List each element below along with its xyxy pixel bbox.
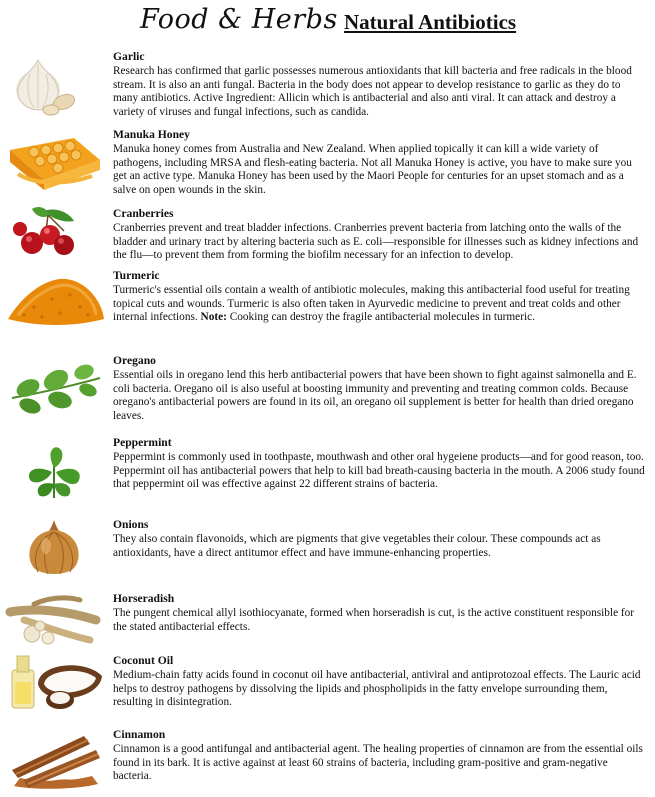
entry-title: Peppermint (113, 436, 172, 449)
entry-title: Turmeric (113, 269, 160, 282)
entry-title: Cinnamon (113, 728, 166, 741)
entry-description: The pungent chemical allyl isothiocyanate, formed when horseradish is cut, is the active constituent responsible for the stated antibacterial effects. (113, 606, 635, 633)
page-header (0, 4, 655, 40)
entry-title: Oregano (113, 354, 156, 367)
entry-text (113, 592, 645, 634)
entry-title: Onions (113, 518, 149, 531)
entry-text (113, 207, 645, 263)
entry-description: Essential oils in oregano lend this herb antibacterial powers that have been shown to fight against salmonella and E. coli bacteria. Oregano oil is also useful at boosting immunity and preventing and treating common colds. Because oregano's antibacterial powers are found in its oil, an oregano oil supplement is better for health than dried oregano leaves. (113, 368, 637, 423)
entry-description-main: Turmeric's essential oils contain a wealth of antibiotic molecules, making this antibacterial food useful for treating topical cuts and wounds. Turmeric is also often taken in Ayurvedic medicine to prevent and treat colds and other internal infections. (113, 283, 630, 324)
entry-description: They also contain flavonoids, which are pigments that give vegetables their colour. These compounds act as antioxidants, have a direct antitumor effect and have immune-enhancing properties. (113, 532, 601, 559)
entry-text (113, 269, 645, 325)
entry-description: Peppermint is commonly used in toothpaste, mouthwash and other oral hygeiene products—and for good reason, too. Peppermint oil has antibacterial powers that help to kill bad breath-causing bacteria in the mouth. A 2006 study found that peppermint oil was effective against 22 different strains of bacteria. (113, 450, 645, 491)
oregano-image (4, 358, 104, 420)
garlic-image (4, 50, 84, 118)
entry-title: Garlic (113, 50, 145, 63)
entry-description: Manuka honey comes from Australia and New Zealand. When applied topically it can kill a wide variety of pathogens, including MRSA and flesh-eating bacteria. Not all Manuka Honey is active, you have to make sure you get an active type. Manuka Honey has been used by the Maori People for centuries for an upset stomach and as a salve on open wounds in the skin. (113, 142, 632, 197)
turmeric-image (4, 271, 108, 331)
entry-text (113, 50, 645, 120)
entry-title: Coconut Oil (113, 654, 174, 667)
cranberries-image (4, 205, 94, 261)
entry-description: Cinnamon is a good antifungal and antibacterial agent. The healing properties of cinnamon are from the essential oils found in its bark. It is active against at least 60 strains of bacteria, including gram-positive and gram-negative bacteria. (113, 742, 643, 783)
entry-text (113, 128, 645, 198)
entry-description: Cranberries prevent and treat bladder infections. Cranberries prevent bacteria from latching onto the walls of the bladder and urinary tract by altering bacteria such as E. coli—responsible for illnesses such as kidney infections and the flu—to prevent them from forming the biofilm necessary for an infection to develop. (113, 221, 639, 262)
horseradish-image (4, 590, 104, 648)
entry-title: Manuka Honey (113, 128, 190, 141)
cinnamon-image (4, 730, 104, 794)
entry-title: Horseradish (113, 592, 175, 605)
entry-text (113, 518, 645, 560)
entry-description (113, 284, 630, 324)
onion-image (4, 516, 104, 578)
entry-title: Cranberries (113, 207, 174, 220)
entry-text (113, 354, 645, 424)
peppermint-image (4, 438, 104, 500)
note-text: Cooking can destroy the fragile antibacterial molecules in turmeric. (226, 311, 535, 324)
entry-description: Research has confirmed that garlic possesses numerous antioxidants that kill bacteria and free radicals in the blood stream. It is also an anti fungal. Bacteria in the body does not appear to develop resistance to garlic as they do to many antibiotics. Active Ingredient: Allicin which is antibacterial and also anti viral. It can attack and destroy a variety of viruses and fungal infections, such as candida. (113, 64, 632, 119)
page-title: Natural Antibiotics (344, 10, 517, 34)
coconut-oil-image (4, 648, 108, 712)
entry-text (113, 436, 645, 492)
entry-text (113, 654, 645, 710)
entry-text (113, 728, 645, 784)
honeycomb-image (4, 130, 104, 192)
food-herbs-logo: Food & Herbs (140, 4, 338, 35)
note-label: Note: (200, 311, 227, 324)
entry-description: Medium-chain fatty acids found in coconut oil have antibacterial, antiviral and antiprotozoal effects. The Lauric acid helps to destroy pathogens by dissolving the lipids and phospholipids in the fatty envelope surrounding them, resulting in disintegration. (113, 668, 641, 709)
